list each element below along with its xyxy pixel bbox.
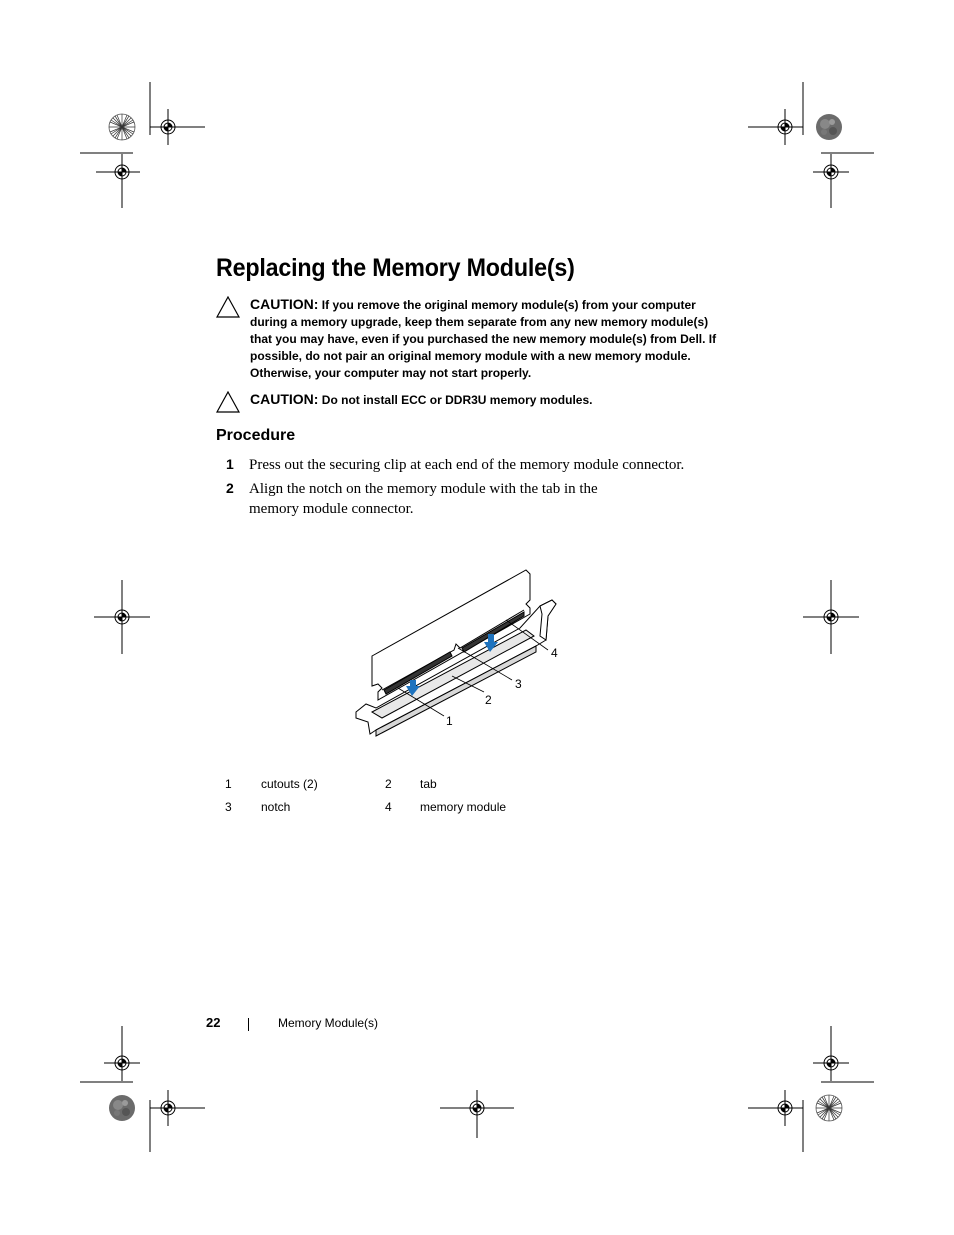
- caution-text: [250, 391, 720, 409]
- callout-legend: [216, 777, 696, 823]
- legend-number: 2: [385, 777, 392, 791]
- footer-section-title: Memory Module(s): [278, 1016, 379, 1030]
- caution-notice: [216, 391, 716, 415]
- legend-row: [216, 777, 696, 800]
- step-text-line: Align the notch on the memory module with the tab in the: [249, 481, 598, 497]
- step-text: Press out the securing clip at each end of the memory module connector.: [249, 457, 685, 473]
- color-target-icon: [816, 114, 842, 140]
- page-number: 22: [206, 1015, 221, 1030]
- footer-separator: [248, 1018, 249, 1031]
- legend-number: 3: [225, 800, 232, 814]
- callout-4: 4: [551, 646, 558, 660]
- callout-3: 3: [515, 677, 522, 691]
- legend-number: 1: [225, 777, 232, 791]
- caution-message: If you remove the original memory module(s) from your computer during a memory upgrade, keep them separate from any new memory module(s) that you may have, even if you purchased the new memory module(s) from Dell. If possible, do not pair an original memory module with a new memory module. Otherwise, your computer may not start properly.: [250, 298, 717, 380]
- procedure-step: [226, 480, 726, 522]
- page-title: Replacing the Memory Module(s): [216, 254, 575, 282]
- section-heading: Procedure: [216, 427, 296, 444]
- caution-message: Do not install ECC or DDR3U memory modules.: [321, 393, 593, 407]
- color-target-icon: [109, 114, 135, 140]
- step-text: [249, 479, 719, 519]
- step-number: 1: [226, 456, 234, 472]
- color-target-icon: [109, 1095, 135, 1121]
- callout-1: 1: [446, 714, 453, 728]
- legend-label: tab: [420, 777, 437, 791]
- callout-2: 2: [485, 693, 492, 707]
- memory-module-illustration: [350, 560, 580, 740]
- color-target-icon: [816, 1095, 842, 1121]
- caution-triangle-icon: [216, 296, 240, 318]
- caution-notice: [216, 296, 716, 386]
- legend-label: notch: [261, 800, 291, 814]
- legend-number: 4: [385, 800, 392, 814]
- legend-label: cutouts (2): [261, 777, 318, 791]
- caution-label: CAUTION:: [250, 296, 319, 312]
- step-text-line: memory module connector.: [249, 501, 414, 517]
- legend-row: [216, 800, 696, 823]
- caution-text: [250, 296, 720, 382]
- caution-label: CAUTION:: [250, 391, 319, 407]
- procedure-step: [226, 456, 726, 478]
- step-number: 2: [226, 480, 234, 496]
- caution-triangle-icon: [216, 391, 240, 413]
- legend-label: memory module: [420, 800, 507, 814]
